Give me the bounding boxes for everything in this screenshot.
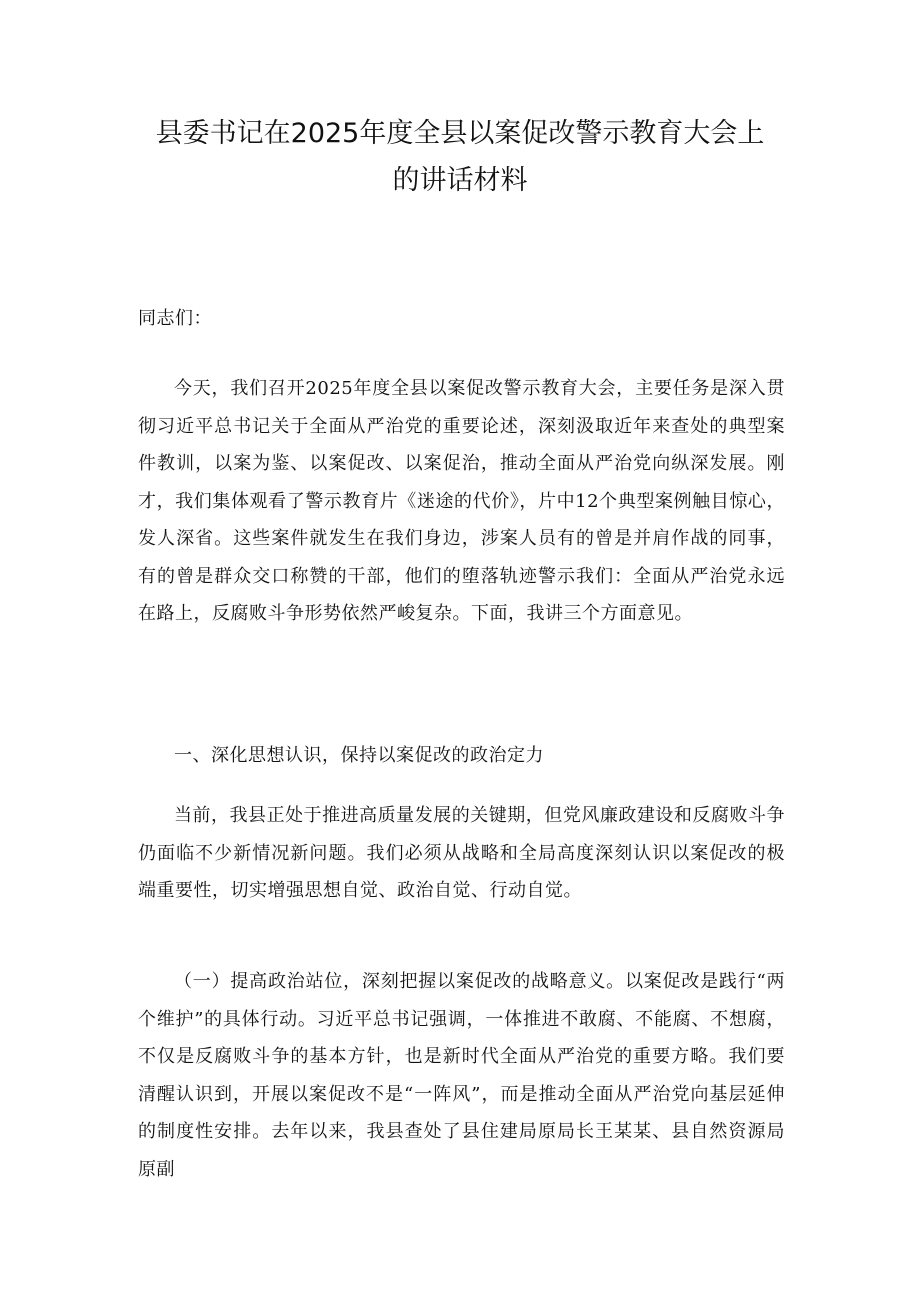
paragraph-opening: 今天，我们召开2025年度全县以案促改警示教育大会，主要任务是深入贯彻习近平总书记关于全面从严治党的重要论述，深刻汲取近年来查处的典型案件教训，以案为鉴、以案促改、以案促治，推动全面从严治党向纵深发展。刚才，我们集体观看了警示教育片《迷途的代价》，片中12个典型案例触目惊心，发人深省。这些案件就发生在我们身边，涉案人员有的曾是并肩作战的同事，有的曾是群众交口称赞的干部，他们的堕落轨迹警示我们：全面从严治党永远在路上，反腐败斗争形势依然严峻复杂。下面，我讲三个方面意见。 [138, 378, 785, 624]
greeting: 同志们： [138, 308, 212, 329]
document-title-line-2: 的讲话材料 [392, 165, 528, 196]
section-heading-1: 一、深化思想认识，保持以案促改的政治定力 [174, 745, 544, 766]
document-title-line-1: 县委书记在2025年度全县以案促改警示教育大会上 [155, 118, 765, 149]
paragraph-subsection-1: （一）提高政治站位，深刻把握以案促改的战略意义。以案促改是践行“两个维护”的具体行动。习近平总书记强调，一体推进不敢腐、不能腐、不想腐，不仅是反腐败斗争的基本方针，也是新时代全面从严治党的重要方略。我们要清醒认识到，开展以案促改不是“一阵风”，而是推动全面从严治党向基层延伸的制度性安排。去年以来，我县查处了县住建局原局长王某某、县自然资源局原副 [138, 971, 785, 1180]
paragraph-section-1-intro: 当前，我县正处于推进高质量发展的关键期，但党风廉政建设和反腐败斗争仍面临不少新情况新问题。我们必须从战略和全局高度深刻认识以案促改的极端重要性，切实增强思想自觉、政治自觉、行动自觉。 [138, 805, 785, 901]
